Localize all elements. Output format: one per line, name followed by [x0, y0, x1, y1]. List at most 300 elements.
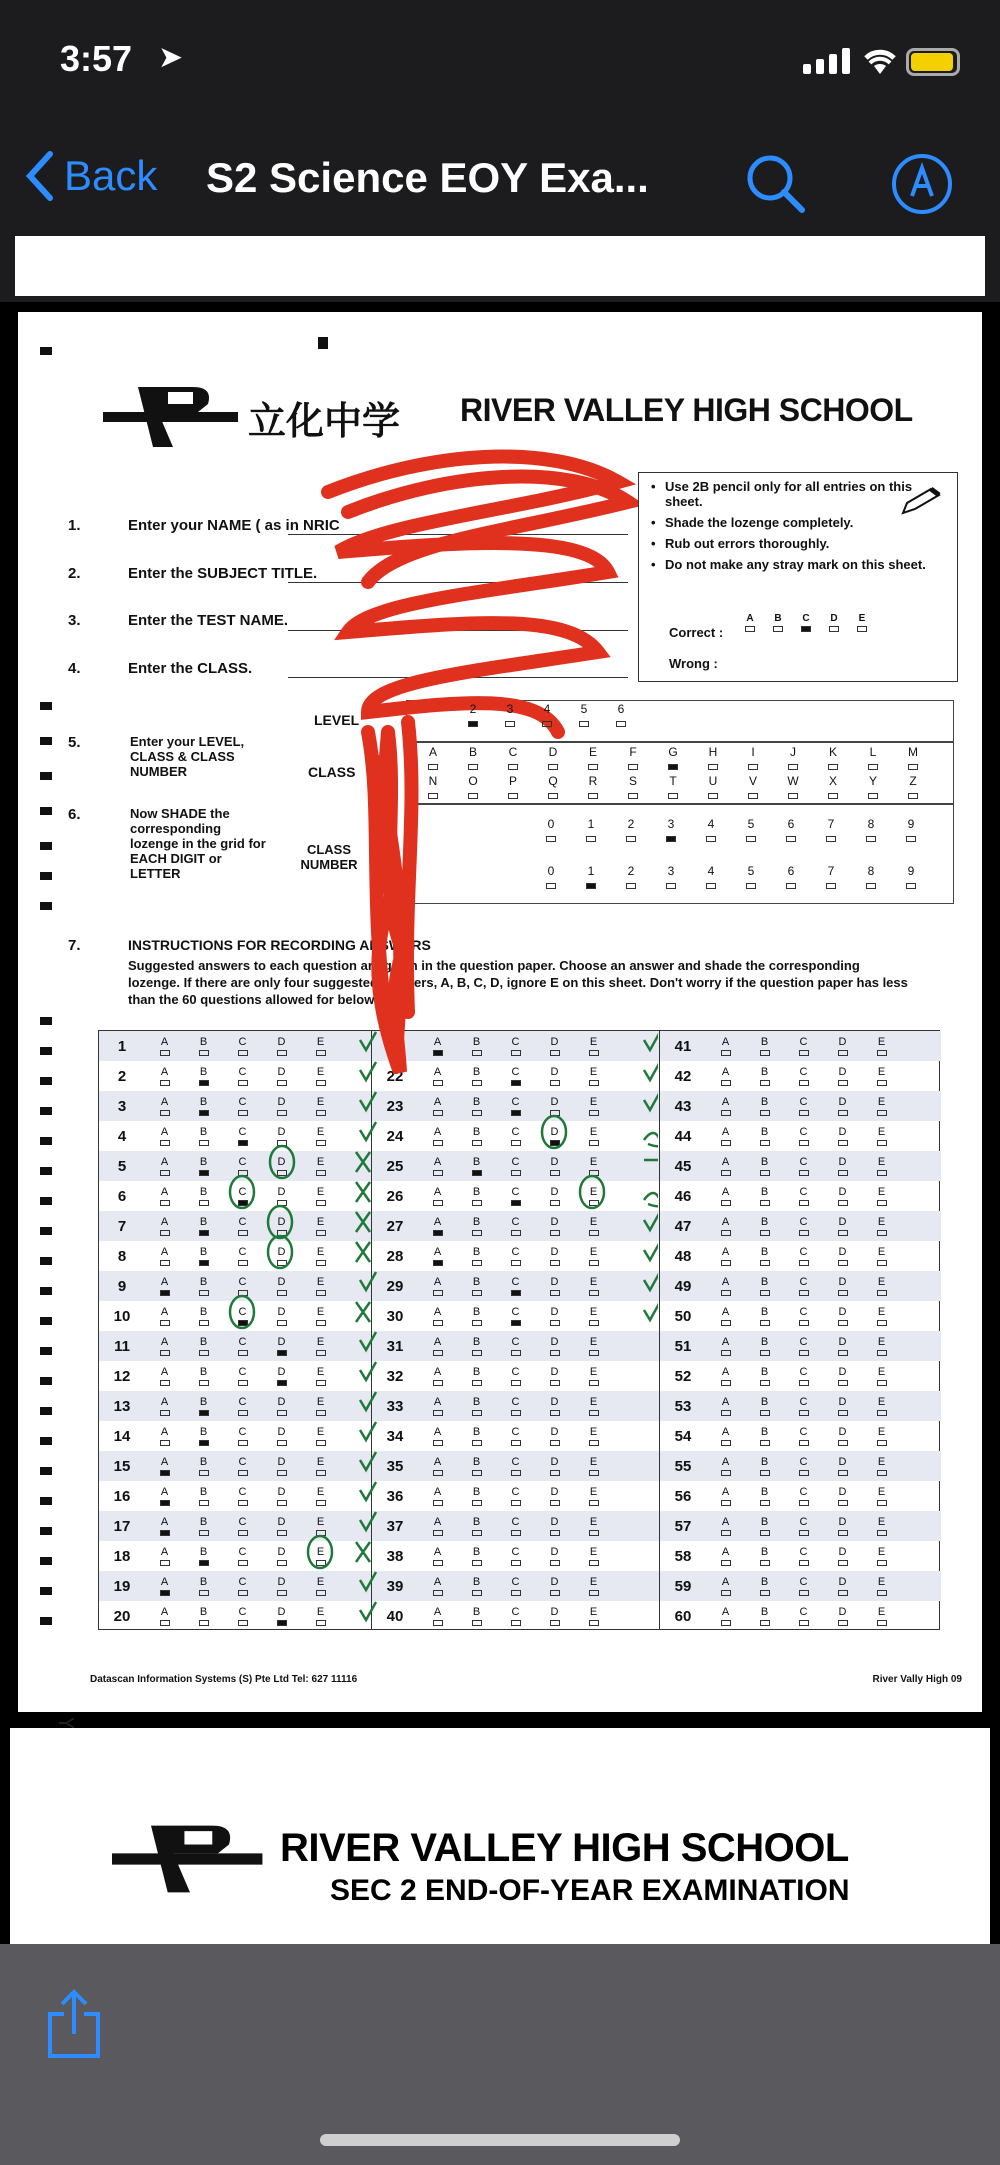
correct-label: Correct : — [669, 625, 724, 640]
option-letter: A — [160, 1365, 169, 1378]
option-letter: D — [277, 1365, 286, 1378]
answer-option — [706, 1217, 745, 1236]
answer-option — [823, 1577, 862, 1596]
question-number: 46 — [674, 1187, 692, 1205]
lozenge — [736, 864, 766, 892]
option-letter: B — [760, 1545, 769, 1558]
option-letter: C — [511, 1455, 520, 1468]
question-number: 59 — [674, 1577, 692, 1595]
timing-mark — [40, 1107, 52, 1115]
answer-option — [745, 1337, 784, 1356]
answer-option — [706, 1457, 745, 1476]
answer-option — [784, 1097, 823, 1116]
answer-column-3 — [659, 1031, 941, 1629]
option-letter: B — [472, 1425, 481, 1438]
timing-mark — [40, 1377, 52, 1385]
option-letter: A — [721, 1125, 730, 1138]
question-number: 53 — [674, 1397, 692, 1415]
option-letter: D — [277, 1455, 286, 1468]
question-number: 45 — [674, 1157, 692, 1175]
lozenge-label: 1 — [587, 817, 595, 831]
answer-option — [823, 1607, 862, 1626]
option-letter: A — [160, 1545, 169, 1558]
question-number: 20 — [113, 1607, 131, 1625]
question-number: 39 — [386, 1577, 404, 1595]
lozenge — [736, 817, 766, 845]
answer-row — [660, 1511, 941, 1541]
option-letter: B — [760, 1035, 769, 1048]
example-letter: C — [802, 613, 810, 624]
answer-option — [745, 1097, 784, 1116]
answer-option — [862, 1487, 901, 1506]
answer-option — [706, 1607, 745, 1626]
field-subject-number: 2. — [68, 565, 81, 582]
option-letter: B — [472, 1095, 481, 1108]
option-letter: A — [433, 1515, 442, 1528]
question-number: 33 — [386, 1397, 404, 1415]
option-letter: D — [550, 1575, 559, 1588]
answer-option — [706, 1037, 745, 1056]
option-letter: B — [199, 1485, 208, 1498]
option-letter: C — [799, 1365, 808, 1378]
timing-mark — [40, 902, 52, 910]
lozenge — [498, 745, 528, 773]
markup-icon[interactable] — [890, 152, 954, 216]
option-letter: D — [550, 1515, 559, 1528]
option-letter: C — [511, 1215, 520, 1228]
lozenge-label: 7 — [827, 817, 835, 831]
question-number: 52 — [674, 1367, 692, 1385]
option-letter: C — [511, 1545, 520, 1558]
option-letter: A — [721, 1185, 730, 1198]
option-letter: A — [160, 1185, 169, 1198]
answer-row — [660, 1061, 941, 1091]
option-letter: E — [589, 1365, 598, 1378]
question-number: 56 — [674, 1487, 692, 1505]
lozenge — [538, 745, 568, 773]
answer-option — [784, 1577, 823, 1596]
timing-mark — [40, 1227, 52, 1235]
option-letter: B — [199, 1125, 208, 1138]
answer-option — [862, 1517, 901, 1536]
answer-option — [784, 1127, 823, 1146]
lozenge — [858, 745, 888, 773]
correct-example — [745, 613, 867, 635]
timing-mark — [40, 737, 52, 745]
option-letter: E — [877, 1305, 886, 1318]
answer-option — [745, 1547, 784, 1566]
lozenge — [778, 745, 808, 773]
answer-row — [660, 1331, 941, 1361]
option-letter: D — [550, 1335, 559, 1348]
question-number: 14 — [113, 1427, 131, 1445]
answer-option — [784, 1067, 823, 1086]
option-letter: B — [472, 1215, 481, 1228]
option-letter: D — [838, 1305, 847, 1318]
share-icon[interactable] — [44, 1988, 104, 2060]
question-number: 24 — [386, 1127, 404, 1145]
option-letter: A — [721, 1545, 730, 1558]
lozenge — [778, 774, 808, 802]
answer-option — [823, 1067, 862, 1086]
answer-option — [823, 1127, 862, 1146]
option-letter: B — [199, 1545, 208, 1558]
question-number: 38 — [386, 1547, 404, 1565]
option-letter: C — [511, 1155, 520, 1168]
option-letter: A — [721, 1395, 730, 1408]
step5-number: 5. — [68, 734, 81, 751]
answer-option — [823, 1487, 862, 1506]
home-indicator[interactable] — [320, 2134, 680, 2146]
option-letter: E — [877, 1575, 886, 1588]
option-letter: C — [799, 1455, 808, 1468]
answer-option — [706, 1097, 745, 1116]
option-letter: B — [760, 1095, 769, 1108]
question-number: 44 — [674, 1127, 692, 1145]
lozenge — [658, 745, 688, 773]
option-letter: C — [238, 1035, 247, 1048]
document-title: S2 Science EOY Exa... — [206, 154, 649, 201]
option-letter: A — [721, 1365, 730, 1378]
option-letter: A — [433, 1335, 442, 1348]
status-time: 3:57 — [60, 38, 133, 79]
school-name-chinese: 立化中学 — [248, 398, 401, 443]
option-letter: B — [199, 1425, 208, 1438]
answer-row — [660, 1031, 941, 1061]
option-letter: A — [433, 1365, 442, 1378]
answer-option — [706, 1187, 745, 1206]
wifi-icon — [860, 44, 900, 85]
search-icon[interactable] — [744, 152, 808, 216]
option-letter: B — [760, 1125, 769, 1138]
question-number: 49 — [674, 1277, 692, 1295]
answer-option — [745, 1577, 784, 1596]
option-letter: E — [316, 1275, 325, 1288]
answer-option — [784, 1187, 823, 1206]
option-letter: A — [721, 1065, 730, 1078]
answer-option — [862, 1427, 901, 1446]
question-number: 19 — [113, 1577, 131, 1595]
answer-row — [660, 1421, 941, 1451]
option-letter: D — [838, 1365, 847, 1378]
answer-option — [823, 1217, 862, 1236]
option-letter: D — [277, 1335, 286, 1348]
option-letter: B — [472, 1065, 481, 1078]
option-letter: E — [877, 1245, 886, 1258]
option-letter: E — [589, 1305, 598, 1318]
timing-mark — [40, 1137, 52, 1145]
answer-option — [784, 1457, 823, 1476]
option-letter: B — [199, 1515, 208, 1528]
option-letter: A — [160, 1485, 169, 1498]
answer-option — [784, 1277, 823, 1296]
option-letter: A — [433, 1065, 442, 1078]
lozenge-label: Q — [548, 774, 558, 788]
option-letter: C — [799, 1185, 808, 1198]
answer-option — [745, 1427, 784, 1446]
question-number: 3 — [117, 1097, 127, 1115]
option-letter: B — [760, 1305, 769, 1318]
option-letter: C — [799, 1305, 808, 1318]
page2-subtitle: SEC 2 END-OF-YEAR EXAMINATION — [330, 1874, 850, 1907]
answer-sheet-page — [18, 312, 982, 1712]
answer-option — [784, 1367, 823, 1386]
page2-title: RIVER VALLEY HIGH SCHOOL — [280, 1826, 849, 1870]
option-letter: A — [160, 1455, 169, 1468]
lozenge-label: R — [588, 774, 598, 788]
option-letter: D — [550, 1065, 559, 1078]
option-letter: E — [316, 1245, 325, 1258]
back-button[interactable] — [24, 150, 157, 202]
option-letter: D — [550, 1545, 559, 1558]
footer-right: River Vally High 09 — [872, 1674, 962, 1685]
question-number: 32 — [386, 1367, 404, 1385]
option-letter: C — [511, 1245, 520, 1258]
question-number: 21 — [386, 1037, 404, 1055]
lozenge — [738, 745, 768, 773]
option-letter: D — [277, 1425, 286, 1438]
lozenge — [536, 864, 566, 892]
option-letter: C — [238, 1335, 247, 1348]
question-number: 26 — [386, 1187, 404, 1205]
option-letter: A — [160, 1275, 169, 1288]
option-letter: A — [160, 1155, 169, 1168]
lozenge-label: W — [787, 774, 799, 788]
answer-row — [660, 1211, 941, 1241]
option-letter: A — [721, 1335, 730, 1348]
option-letter: E — [877, 1365, 886, 1378]
answer-option — [823, 1247, 862, 1266]
option-letter: B — [760, 1065, 769, 1078]
lozenge-label: 4 — [707, 817, 715, 831]
question-number: 27 — [386, 1217, 404, 1235]
level-label: LEVEL — [314, 712, 360, 728]
option-letter: C — [238, 1155, 247, 1168]
option-letter: E — [589, 1185, 598, 1198]
option-letter: D — [838, 1605, 847, 1618]
answer-option — [823, 1187, 862, 1206]
lozenge-label: N — [428, 774, 438, 788]
timing-mark — [40, 1017, 52, 1025]
option-letter: C — [799, 1515, 808, 1528]
answer-option — [745, 1457, 784, 1476]
lozenge-label: K — [828, 745, 837, 759]
option-letter: B — [199, 1065, 208, 1078]
option-letter: D — [277, 1305, 286, 1318]
option-letter: E — [877, 1125, 886, 1138]
option-letter: A — [721, 1245, 730, 1258]
answer-option — [784, 1337, 823, 1356]
timing-mark — [40, 1527, 52, 1535]
question-number: 5 — [117, 1157, 127, 1175]
option-letter: A — [160, 1035, 169, 1048]
option-letter: D — [550, 1035, 559, 1048]
bottom-toolbar — [0, 1944, 1000, 2165]
option-letter: E — [877, 1185, 886, 1198]
answer-option — [745, 1067, 784, 1086]
lozenge — [776, 864, 806, 892]
lozenge — [896, 864, 926, 892]
option-letter: C — [799, 1605, 808, 1618]
question-number: 28 — [386, 1247, 404, 1265]
option-letter: C — [238, 1065, 247, 1078]
lozenge-label: P — [508, 774, 517, 788]
answer-option — [745, 1247, 784, 1266]
option-letter: E — [316, 1335, 325, 1348]
answer-option — [784, 1607, 823, 1626]
option-letter: D — [550, 1455, 559, 1468]
option-letter: C — [511, 1605, 520, 1618]
answer-option — [784, 1397, 823, 1416]
lozenge — [858, 774, 888, 802]
option-letter: A — [721, 1215, 730, 1228]
answer-option — [862, 1037, 901, 1056]
answer-option — [745, 1607, 784, 1626]
timing-mark — [40, 1497, 52, 1505]
option-letter: A — [721, 1275, 730, 1288]
question-number: 13 — [113, 1397, 131, 1415]
option-letter: E — [589, 1605, 598, 1618]
timing-mark — [40, 1617, 52, 1625]
answer-option — [706, 1067, 745, 1086]
question-number: 10 — [113, 1307, 131, 1325]
option-letter: B — [472, 1305, 481, 1318]
lozenge-label: 4 — [707, 864, 715, 878]
lozenge-label: B — [468, 745, 477, 759]
option-letter: B — [760, 1185, 769, 1198]
question-number: 8 — [117, 1247, 127, 1265]
option-letter: A — [433, 1425, 442, 1438]
option-letter: B — [760, 1365, 769, 1378]
answer-option — [862, 1337, 901, 1356]
answer-option — [862, 1277, 901, 1296]
option-letter: D — [277, 1185, 286, 1198]
option-letter: B — [760, 1335, 769, 1348]
answer-option — [784, 1547, 823, 1566]
option-letter: C — [511, 1515, 520, 1528]
option-letter: A — [160, 1245, 169, 1258]
answer-row — [660, 1601, 941, 1631]
question-number: 29 — [386, 1277, 404, 1295]
option-letter: B — [472, 1125, 481, 1138]
option-letter: B — [760, 1395, 769, 1408]
answer-row — [660, 1151, 941, 1181]
lozenge-label: H — [708, 745, 718, 759]
option-letter: E — [316, 1515, 325, 1528]
option-letter: B — [199, 1035, 208, 1048]
option-letter: E — [589, 1245, 598, 1258]
lozenge — [536, 817, 566, 845]
option-letter: E — [589, 1545, 598, 1558]
question-number: 1 — [117, 1037, 127, 1055]
option-letter: D — [277, 1575, 286, 1588]
option-letter: C — [799, 1245, 808, 1258]
option-letter: A — [433, 1275, 442, 1288]
lozenge — [618, 745, 648, 773]
option-letter: C — [238, 1455, 247, 1468]
lozenge — [816, 864, 846, 892]
answer-option — [862, 1217, 901, 1236]
question-number: 6 — [117, 1187, 127, 1205]
answer-option — [862, 1607, 901, 1626]
lozenge — [495, 702, 525, 730]
answer-option — [706, 1127, 745, 1146]
school-logo — [105, 1820, 275, 1898]
example-letter: D — [830, 613, 838, 624]
school-logo — [98, 382, 248, 452]
option-letter: E — [316, 1095, 325, 1108]
question-number: 34 — [386, 1427, 404, 1445]
option-letter: B — [199, 1365, 208, 1378]
lozenge-label: T — [669, 774, 677, 788]
lozenge — [458, 774, 488, 802]
option-letter: A — [160, 1425, 169, 1438]
field-subject-label: Enter the SUBJECT TITLE. — [128, 565, 318, 582]
option-letter: D — [550, 1605, 559, 1618]
answer-option — [784, 1157, 823, 1176]
lozenge-label: 3 — [667, 817, 675, 831]
option-letter: D — [838, 1035, 847, 1048]
option-letter: A — [433, 1125, 442, 1138]
chevron-left-icon — [24, 150, 54, 202]
option-letter: B — [760, 1275, 769, 1288]
option-letter: D — [838, 1575, 847, 1588]
option-letter: E — [877, 1545, 886, 1558]
wrong-label: Wrong : — [669, 656, 718, 671]
option-letter: A — [433, 1245, 442, 1258]
option-letter: E — [316, 1485, 325, 1498]
option-letter: B — [760, 1215, 769, 1228]
lozenge-label: 5 — [580, 702, 588, 716]
answer-option — [706, 1277, 745, 1296]
option-letter: A — [721, 1605, 730, 1618]
question-number: 54 — [674, 1427, 692, 1445]
option-letter: B — [472, 1515, 481, 1528]
option-letter: A — [160, 1515, 169, 1528]
option-letter: B — [199, 1575, 208, 1588]
lozenge — [818, 745, 848, 773]
option-letter: B — [199, 1185, 208, 1198]
option-letter: A — [160, 1215, 169, 1228]
option-letter: D — [550, 1095, 559, 1108]
lozenge — [578, 774, 608, 802]
option-letter: E — [316, 1215, 325, 1228]
option-letter: E — [316, 1035, 325, 1048]
option-letter: A — [433, 1395, 442, 1408]
answer-row — [660, 1301, 941, 1331]
timing-mark — [40, 347, 52, 355]
lozenge — [816, 817, 846, 845]
option-letter: B — [199, 1335, 208, 1348]
lozenge-label: G — [668, 745, 678, 759]
answer-option — [862, 1097, 901, 1116]
option-letter: C — [238, 1125, 247, 1138]
option-letter: D — [838, 1485, 847, 1498]
option-letter: A — [160, 1335, 169, 1348]
question-number: 50 — [674, 1307, 692, 1325]
option-letter: B — [472, 1395, 481, 1408]
lozenge — [458, 702, 488, 730]
option-letter: D — [277, 1215, 286, 1228]
timing-mark — [40, 1407, 52, 1415]
lozenge — [418, 745, 448, 773]
option-letter: D — [550, 1365, 559, 1378]
option-letter: D — [838, 1095, 847, 1108]
previous-page-strip — [15, 236, 985, 296]
option-letter: B — [472, 1335, 481, 1348]
lozenge-label: V — [748, 774, 757, 788]
lozenge — [856, 817, 886, 845]
